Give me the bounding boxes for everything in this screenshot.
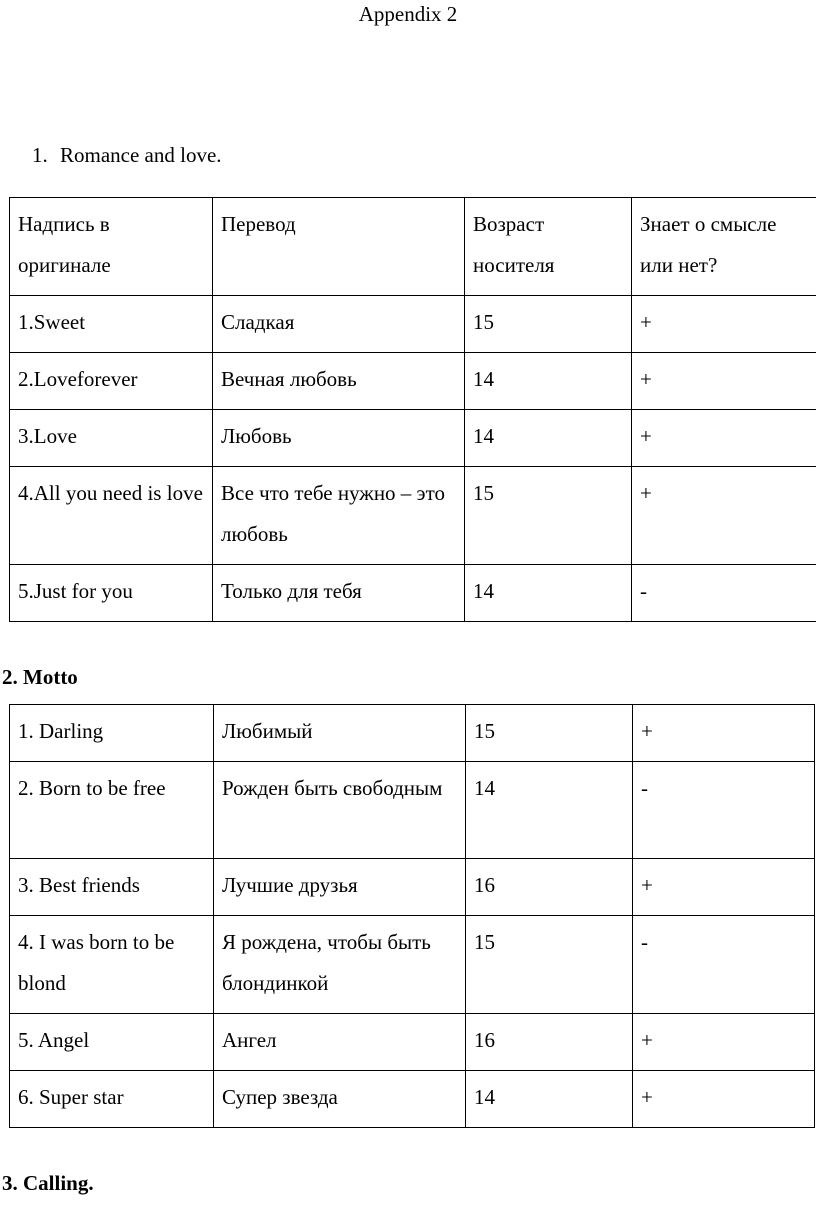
- cell-translation: Вечная любовь: [213, 353, 465, 410]
- cell-original: 5.Just for you: [10, 565, 213, 622]
- section-1-heading: [32, 143, 222, 168]
- header-cell-translation: Перевод: [213, 198, 465, 296]
- cell-age: 15: [465, 296, 632, 353]
- cell-knows-meaning: -: [633, 762, 815, 859]
- cell-knows-meaning: -: [633, 916, 815, 1014]
- cell-translation: Любовь: [213, 410, 465, 467]
- cell-original: 1.Sweet: [10, 296, 213, 353]
- cell-knows-meaning: +: [632, 410, 816, 467]
- table-romance-and-love: [9, 197, 816, 622]
- table-header-row: [10, 198, 816, 296]
- cell-translation: Только для тебя: [213, 565, 465, 622]
- section-2-heading: 2. Motto: [2, 665, 78, 689]
- cell-age: 15: [466, 705, 633, 762]
- cell-knows-meaning: +: [633, 859, 815, 916]
- cell-knows-meaning: +: [633, 705, 815, 762]
- table-row: [10, 296, 816, 353]
- section-1-number: 1.: [32, 143, 48, 167]
- cell-age: 14: [465, 410, 632, 467]
- table-row: [10, 762, 815, 859]
- cell-age: 14: [465, 565, 632, 622]
- table-row: [10, 1014, 815, 1071]
- table-row: [10, 410, 816, 467]
- cell-translation: Рожден быть свободным: [214, 762, 466, 859]
- cell-age: 16: [466, 1014, 633, 1071]
- table-row: [10, 916, 815, 1014]
- section-1-title: Romance and love.: [60, 143, 222, 167]
- header-cell-original: Надпись в оригинале: [10, 198, 213, 296]
- header-cell-knows-meaning: Знает о смысле или нет?: [632, 198, 816, 296]
- cell-age: 15: [466, 916, 633, 1014]
- header-cell-age: Возраст носителя: [465, 198, 632, 296]
- cell-translation: Я рождена, чтобы быть блондинкой: [214, 916, 466, 1014]
- cell-age: 14: [465, 353, 632, 410]
- table-row: [10, 353, 816, 410]
- cell-original: 2.Loveforever: [10, 353, 213, 410]
- table-motto: [9, 704, 815, 1128]
- section-3-heading: 3. Calling.: [2, 1171, 94, 1195]
- cell-knows-meaning: +: [632, 467, 816, 565]
- cell-knows-meaning: +: [633, 1014, 815, 1071]
- cell-original: 1. Darling: [10, 705, 214, 762]
- cell-translation: Ангел: [214, 1014, 466, 1071]
- cell-translation: Сладкая: [213, 296, 465, 353]
- table-row: [10, 859, 815, 916]
- cell-age: 14: [466, 762, 633, 859]
- cell-original: 5. Angel: [10, 1014, 214, 1071]
- cell-age: 15: [465, 467, 632, 565]
- cell-original: 4.All you need is love: [10, 467, 213, 565]
- cell-age: 16: [466, 859, 633, 916]
- cell-original: 3. Best friends: [10, 859, 214, 916]
- appendix-title: Appendix 2: [358, 2, 458, 26]
- cell-original: 6. Super star: [10, 1071, 214, 1128]
- cell-translation: Все что тебе нужно – это любовь: [213, 467, 465, 565]
- table-row: [10, 565, 816, 622]
- cell-knows-meaning: +: [632, 296, 816, 353]
- table-row: [10, 1071, 815, 1128]
- cell-original: 2. Born to be free: [10, 762, 214, 859]
- cell-translation: Любимый: [214, 705, 466, 762]
- cell-knows-meaning: -: [632, 565, 816, 622]
- cell-original: 4. I was born to be blond: [10, 916, 214, 1014]
- cell-knows-meaning: +: [633, 1071, 815, 1128]
- table-row: [10, 705, 815, 762]
- cell-original: 3.Love: [10, 410, 213, 467]
- cell-translation: Супер звезда: [214, 1071, 466, 1128]
- cell-knows-meaning: +: [632, 353, 816, 410]
- table-row: [10, 467, 816, 565]
- cell-translation: Лучшие друзья: [214, 859, 466, 916]
- cell-age: 14: [466, 1071, 633, 1128]
